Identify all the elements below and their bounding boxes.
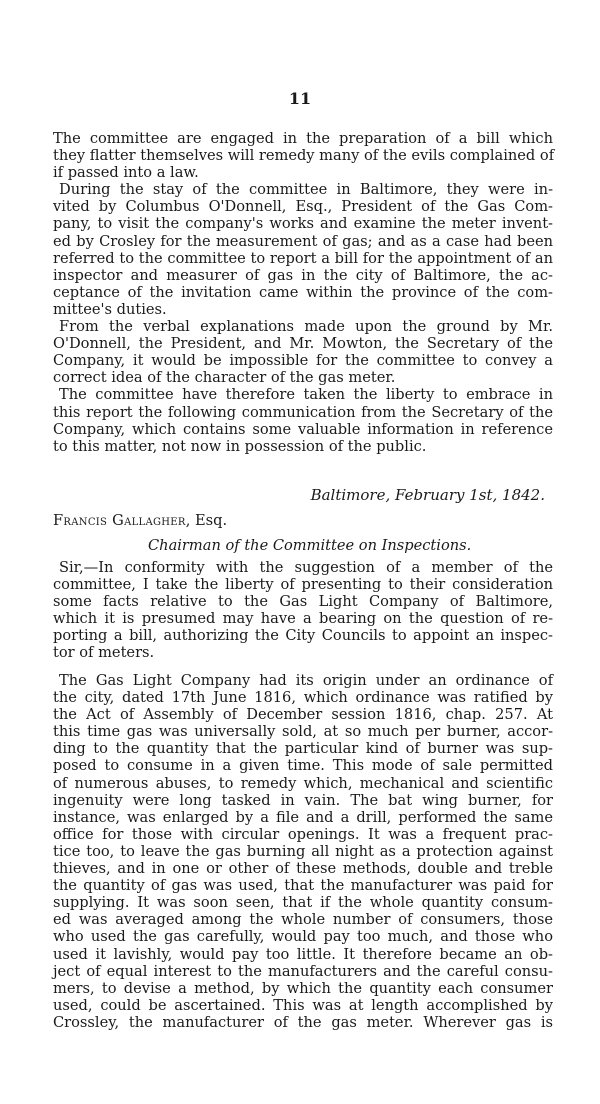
text-line: tice too, to leave the gas burning all night as a protection against [53,842,553,860]
text-line: supplying. It was soon seen, that if the whole quantity consum- [53,894,553,912]
text-line: inspector and measurer of gas in the city of Baltimore, the ac- [53,266,553,284]
page-number: 11 [288,89,312,108]
text-line: thieves, and in one or other of these methods, double and treble [53,860,553,878]
text-line: ject of equal interest to the manufacturers and the careful consu- [53,962,553,980]
text-line: mers, to devise a method, by which the quantity each consumer [53,979,553,997]
text-line: which it is presumed may have a bearing on the question of re- [53,610,553,628]
text-line: ceptance of the invitation came within the province of the com- [53,283,553,301]
text-line: referred to the committee to report a bill for the appointment of an [53,249,553,267]
addressee-suffix: , Esq. [185,512,228,529]
addressee-title: Chairman of the Committee on Inspections. [148,537,472,554]
text-line: who used the gas carefully, would pay too much, and those who [53,928,553,946]
text-line: committee, I take the liberty of presenting to their consideration [53,576,553,594]
text-line: this report the following communication from the Secretary of the [53,403,553,421]
text-line: vited by Columbus O'Donnell, Esq., President of the Gas Com- [53,198,553,216]
text-line: this time gas was universally sold, at so much per burner, accor- [53,723,553,741]
text-line: mittee's duties. [53,300,167,318]
text-line: of numerous abuses, to remedy which, mechanical and scientific [53,774,553,792]
letter-addressee [53,512,227,529]
text-line: Company, it would be impossible for the committee to convey a [53,352,553,370]
text-line: some facts relative to the Gas Light Company of Baltimore, [53,593,553,611]
text-line: instance, was enlarged by a file and a drill, performed the same [53,808,553,826]
text-line: Sir,—In conformity with the suggestion of a member of the [59,559,553,576]
text-line: From the verbal explanations made upon the ground by Mr. [59,318,553,336]
text-line: to this matter, not now in possession of the public. [53,437,427,455]
text-line: ed by Crosley for the measurement of gas; and as a case had been [53,232,553,250]
text-line: The committee have therefore taken the liberty to embrace in [59,386,553,404]
text-line: the city, dated 17th June 1816, which ordinance was ratified by [53,689,553,707]
text-line: Company, which contains some valuable information in reference [53,420,553,438]
text-line: pany, to visit the company's works and examine the meter invent- [53,215,553,233]
text-line: the quantity of gas was used, that the manufacturer was paid for [53,877,553,895]
text-line: office for those with circular openings. It was a frequent prac- [53,825,553,843]
text-line: if passed into a law. [53,164,199,182]
text-line: they flatter themselves will remedy many of the evils complained of [53,147,555,165]
text-line: Crossley, the manufacturer of the gas meter. Wherever gas is [53,1013,553,1031]
text-line: porting a bill, authorizing the City Councils to appoint an inspec- [53,627,553,645]
text-line: ed was averaged among the whole number of consumers, those [53,911,553,929]
text-line: The committee are engaged in the preparation of a bill which [53,130,553,147]
text-line: ding to the quantity that the particular kind of burner was sup- [53,740,553,758]
text-line: used, could be ascertained. This was at length accomplished by [53,996,553,1014]
letter-opening-paragraph [53,559,553,662]
addressee-name: Francis Gallagher [53,512,186,529]
text-line: During the stay of the committee in Baltimore, they were in- [59,181,553,199]
letter-dateline: Baltimore, February 1st, 1842. [310,486,545,504]
letter-history-paragraph [53,672,553,1031]
text-line: used it lavishly, would pay too little. It therefore became an ob- [53,945,553,963]
text-line: posed to consume in a given time. This mode of sale permitted [53,757,553,775]
intro-paragraphs [53,130,553,455]
text-line: the Act of Assembly of December session 1816, chap. 257. At [53,706,553,724]
text-line: The Gas Light Company had its origin under an ordinance of [59,672,553,689]
text-line: O'Donnell, the President, and Mr. Mowton, the Secretary of the [53,335,553,353]
text-line: ingenuity were long tasked in vain. The bat wing burner, for [53,791,553,809]
text-line: correct idea of the character of the gas meter. [53,369,396,387]
text-line: tor of meters. [53,644,155,662]
